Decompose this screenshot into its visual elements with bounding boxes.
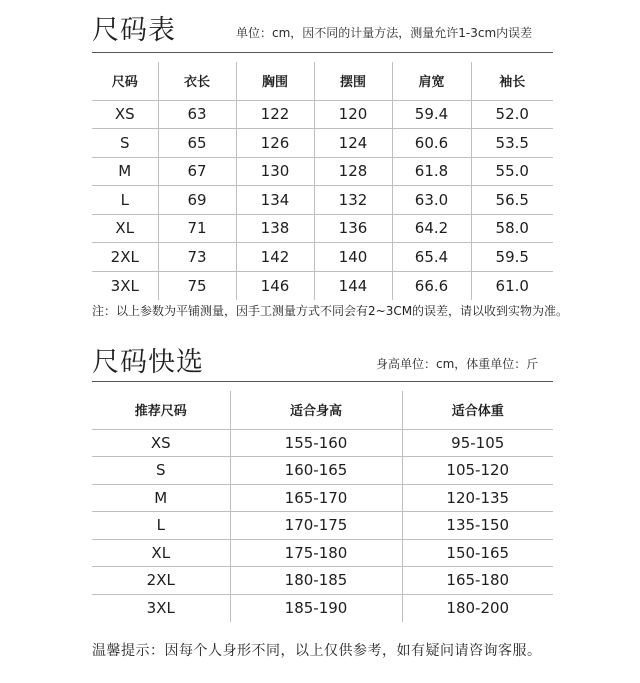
- quick-select-cell: 165-180: [402, 567, 553, 595]
- size-chart-footnote: 注：以上参数为平铺测量，因手工测量方式不同会有2~3CM的误差，请以收到实物为准。: [92, 304, 569, 318]
- size-chart-cell: 142: [236, 243, 314, 272]
- size-chart-cell: 59.5: [471, 243, 553, 272]
- size-chart-cell: 122: [236, 100, 314, 129]
- size-chart-cell: 136: [314, 214, 392, 243]
- quick-select-cell: L: [92, 512, 230, 540]
- quick-select-cell: 120-135: [402, 484, 553, 512]
- quick-select-cell: 185-190: [230, 594, 402, 622]
- quick-select-cell: 160-165: [230, 457, 402, 485]
- size-chart-cell: 61.8: [392, 157, 471, 186]
- quick-select-header-cell: 适合身高: [230, 391, 402, 429]
- size-chart-cell: 64.2: [392, 214, 471, 243]
- quick-select-cell: S: [92, 457, 230, 485]
- quick-select-cell: 2XL: [92, 567, 230, 595]
- quick-select-cell: 175-180: [230, 539, 402, 567]
- size-chart-header-cell: 胸围: [236, 62, 314, 100]
- title-divider: [92, 381, 553, 382]
- size-chart-cell: 61.0: [471, 271, 553, 300]
- size-chart-header-row: [92, 62, 553, 100]
- size-chart-cell: M: [92, 157, 158, 186]
- size-chart-cell: 65: [158, 129, 236, 158]
- size-chart-cell: XL: [92, 214, 158, 243]
- size-chart-header-cell: 肩宽: [392, 62, 471, 100]
- size-chart-header-cell: 袖长: [471, 62, 553, 100]
- size-chart-cell: 69: [158, 186, 236, 215]
- size-chart-cell: 146: [236, 271, 314, 300]
- size-chart-cell: 56.5: [471, 186, 553, 215]
- size-chart-header-cell: 摆围: [314, 62, 392, 100]
- size-chart-unit-note: 单位：cm，因不同的计量方法，测量允许1-3cm内误差: [236, 26, 533, 40]
- quick-select-cell: 105-120: [402, 457, 553, 485]
- size-chart-cell: S: [92, 129, 158, 158]
- size-chart-cell: 53.5: [471, 129, 553, 158]
- quick-select-cell: 135-150: [402, 512, 553, 540]
- size-chart-row: [92, 100, 553, 129]
- size-chart-cell: 67: [158, 157, 236, 186]
- title-divider: [92, 52, 553, 53]
- size-chart-cell: 132: [314, 186, 392, 215]
- size-chart-row: [92, 157, 553, 186]
- quick-select-row: [92, 512, 553, 540]
- quick-select-header-row: [92, 391, 553, 429]
- quick-select-cell: 170-175: [230, 512, 402, 540]
- size-chart-header-cell: 尺码: [92, 62, 158, 100]
- quick-select-cell: 155-160: [230, 429, 402, 457]
- quick-select-row: [92, 567, 553, 595]
- quick-select-cell: M: [92, 484, 230, 512]
- quick-select-title: 尺码快选: [92, 347, 204, 378]
- quick-select-cell: 165-170: [230, 484, 402, 512]
- size-chart-header-cell: 衣长: [158, 62, 236, 100]
- quick-select-cell: 95-105: [402, 429, 553, 457]
- size-chart-title: 尺码表: [92, 15, 176, 46]
- size-chart-cell: 55.0: [471, 157, 553, 186]
- size-chart-cell: 138: [236, 214, 314, 243]
- size-chart-cell: 58.0: [471, 214, 553, 243]
- size-chart-cell: 120: [314, 100, 392, 129]
- size-chart-cell: 134: [236, 186, 314, 215]
- reminder-text: 温馨提示：因每个人身形不同，以上仅供参考，如有疑问请咨询客服。: [92, 643, 542, 659]
- size-chart-cell: 66.6: [392, 271, 471, 300]
- size-chart-cell: 63: [158, 100, 236, 129]
- quick-select-cell: XS: [92, 429, 230, 457]
- size-chart-row: [92, 129, 553, 158]
- quick-select-row: [92, 539, 553, 567]
- quick-select-row: [92, 484, 553, 512]
- size-chart-cell: 124: [314, 129, 392, 158]
- size-chart-cell: 144: [314, 271, 392, 300]
- size-chart-cell: L: [92, 186, 158, 215]
- quick-select-header-cell: 适合体重: [402, 391, 553, 429]
- quick-select-row: [92, 429, 553, 457]
- size-chart-cell: 71: [158, 214, 236, 243]
- size-chart-cell: 140: [314, 243, 392, 272]
- quick-select-table: [92, 391, 553, 622]
- size-chart-cell: 128: [314, 157, 392, 186]
- quick-select-cell: 150-165: [402, 539, 553, 567]
- size-chart-cell: 75: [158, 271, 236, 300]
- size-chart-cell: 59.4: [392, 100, 471, 129]
- quick-select-unit-note: 身高单位：cm，体重单位：斤: [376, 357, 539, 371]
- size-chart-table: [92, 62, 553, 300]
- quick-select-row: [92, 457, 553, 485]
- size-chart-row: [92, 271, 553, 300]
- size-chart-row: [92, 243, 553, 272]
- quick-select-cell: 3XL: [92, 594, 230, 622]
- size-chart-cell: 52.0: [471, 100, 553, 129]
- size-chart-cell: 3XL: [92, 271, 158, 300]
- quick-select-cell: 180-185: [230, 567, 402, 595]
- size-chart-cell: 126: [236, 129, 314, 158]
- size-chart-row: [92, 186, 553, 215]
- size-chart-cell: 73: [158, 243, 236, 272]
- quick-select-cell: XL: [92, 539, 230, 567]
- quick-select-header-cell: 推荐尺码: [92, 391, 230, 429]
- size-chart-cell: 63.0: [392, 186, 471, 215]
- size-chart-cell: XS: [92, 100, 158, 129]
- quick-select-cell: 180-200: [402, 594, 553, 622]
- quick-select-row: [92, 594, 553, 622]
- size-chart-cell: 60.6: [392, 129, 471, 158]
- size-chart-cell: 2XL: [92, 243, 158, 272]
- size-chart-cell: 130: [236, 157, 314, 186]
- size-chart-cell: 65.4: [392, 243, 471, 272]
- size-chart-row: [92, 214, 553, 243]
